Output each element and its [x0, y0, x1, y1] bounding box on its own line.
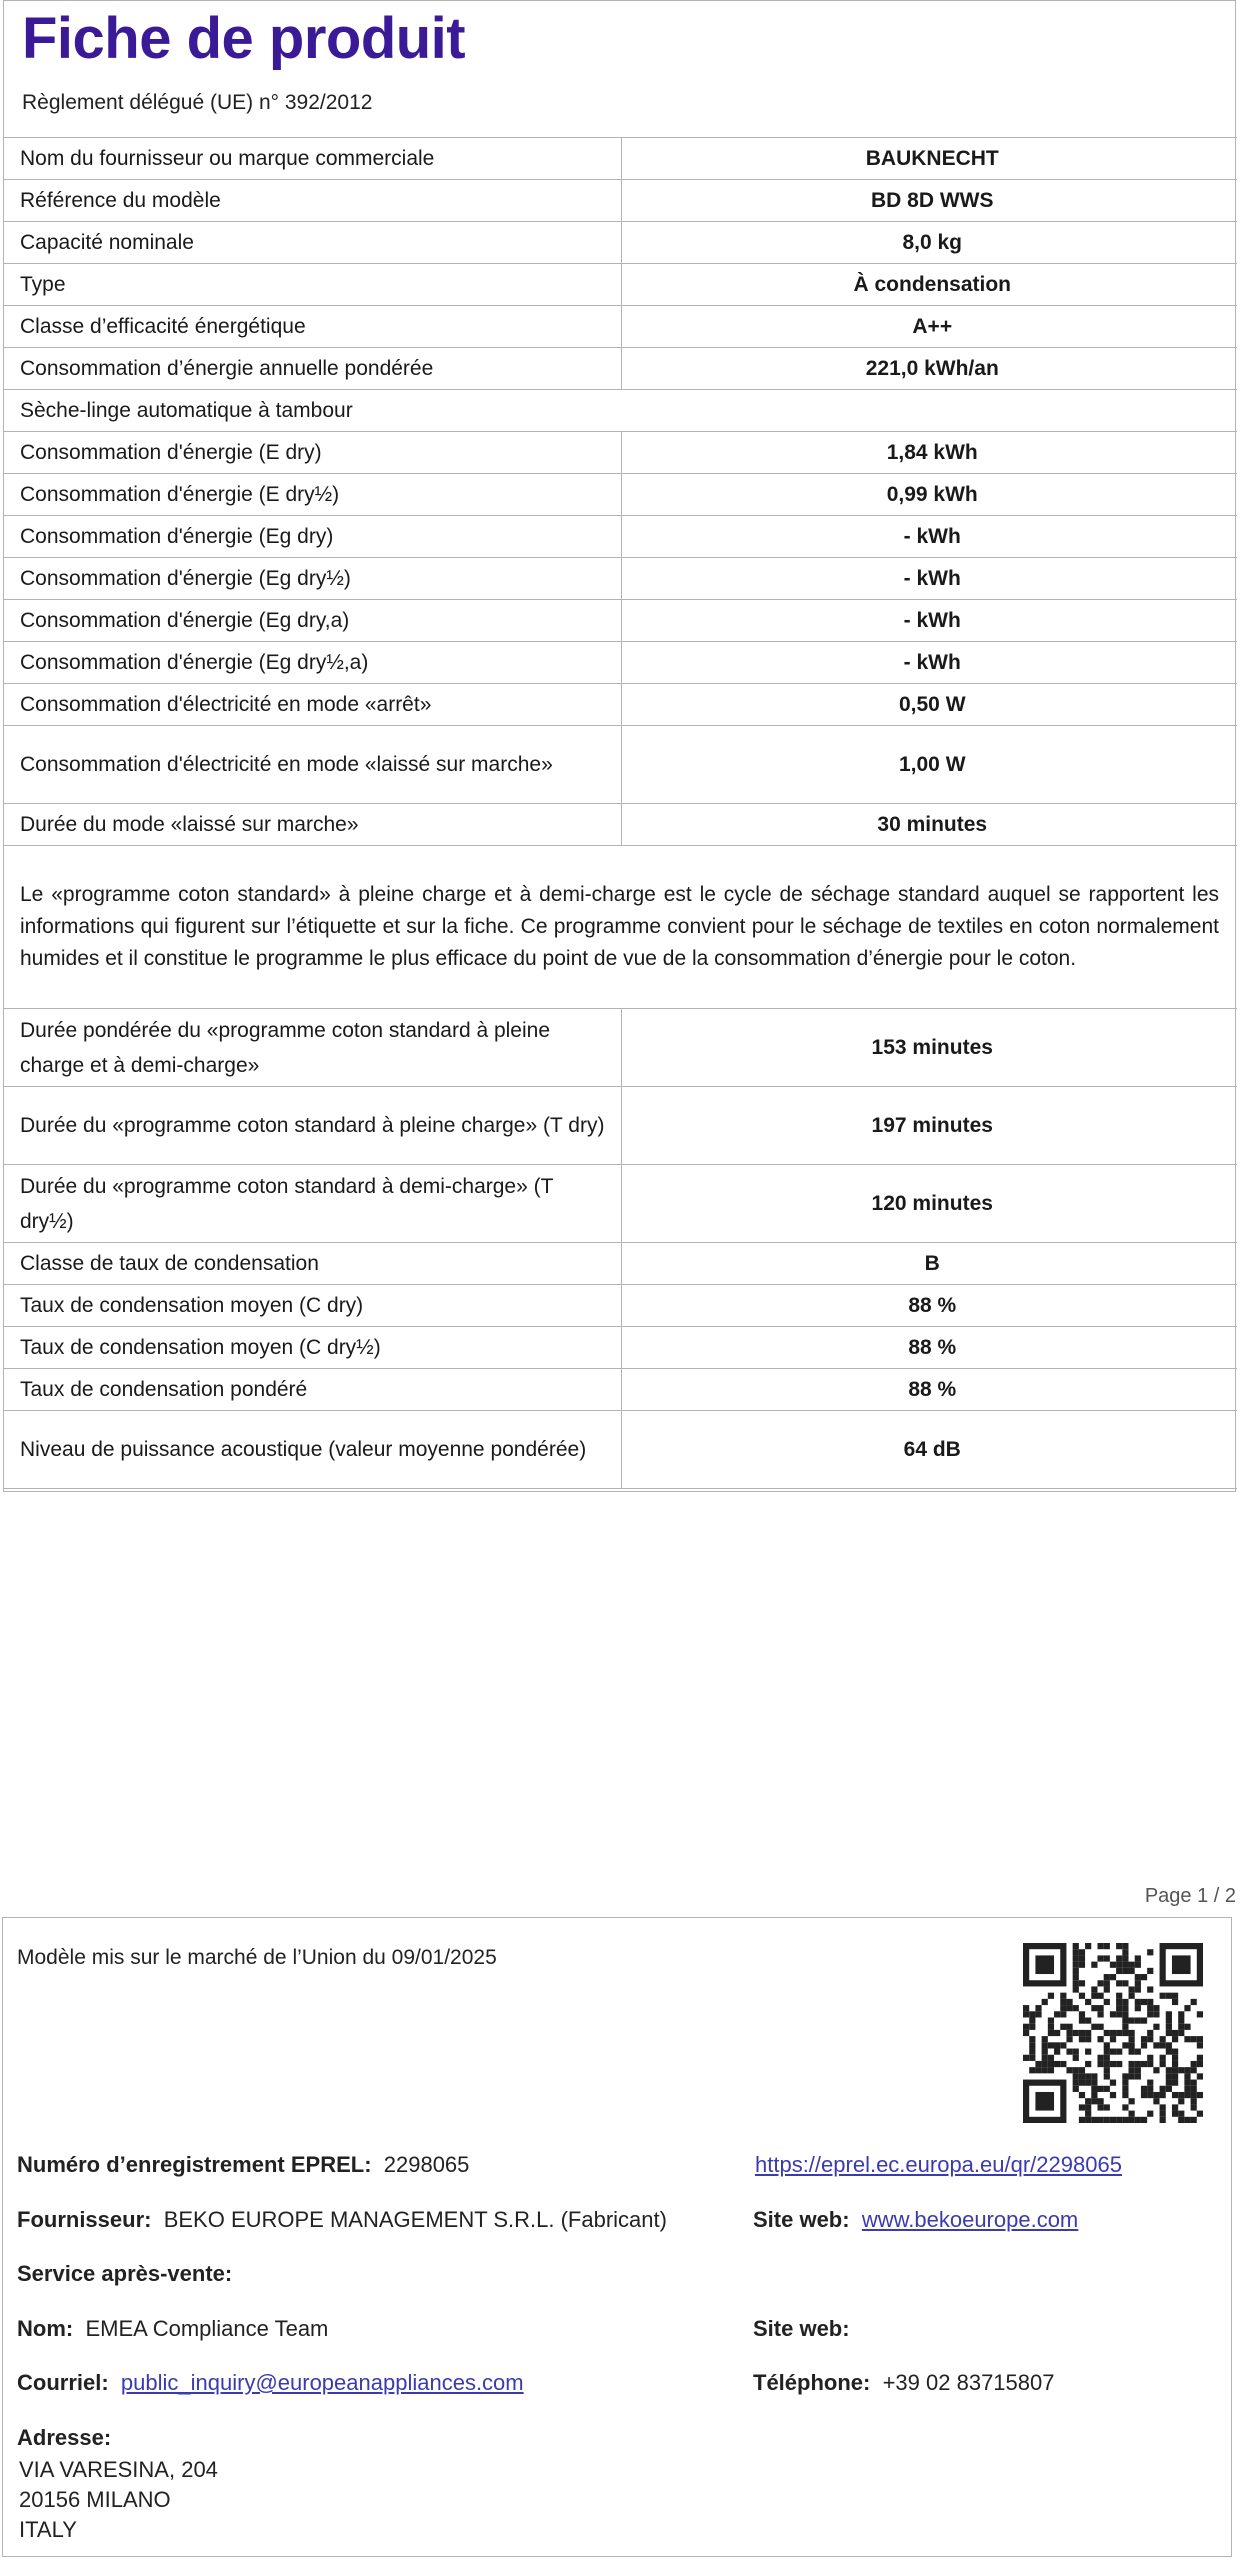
row-label: Consommation d'électricité en mode «laissé sur marche» — [4, 726, 621, 804]
row-label: Durée du mode «laissé sur marche» — [4, 804, 621, 846]
name-label: Nom: — [17, 2316, 74, 2341]
row-value: 221,0 kWh/an — [621, 348, 1237, 390]
email-link[interactable]: public_inquiry@europeanappliances.com — [120, 2370, 524, 2395]
table-row — [4, 558, 1237, 600]
row-label: Consommation d’énergie annuelle pondérée — [4, 348, 621, 390]
table-row — [4, 474, 1237, 516]
spec-table — [4, 137, 1237, 1489]
eprel-link[interactable]: https://eprel.ec.europa.eu/qr/2298065 — [755, 2152, 1122, 2177]
footer-panel — [2, 1917, 1232, 2557]
row-value: 8,0 kg — [621, 222, 1237, 264]
row-value: À condensation — [621, 264, 1237, 306]
row-value: 120 minutes — [621, 1165, 1237, 1243]
service-website-label: Site web: — [753, 2316, 850, 2341]
table-row — [4, 846, 1237, 1009]
row-value: 153 minutes — [621, 1009, 1237, 1087]
row-value: - kWh — [621, 558, 1237, 600]
table-row — [4, 1369, 1237, 1411]
row-label: Taux de condensation moyen (C dry½) — [4, 1327, 621, 1369]
product-sheet — [3, 0, 1236, 1492]
phone-row — [753, 2370, 1054, 2396]
row-label: Classe d’efficacité énergétique — [4, 306, 621, 348]
eprel-url-row — [755, 2152, 1122, 2178]
address-heading — [17, 2425, 111, 2451]
table-row — [4, 432, 1237, 474]
phone-number: +39 02 83715807 — [882, 2370, 1055, 2395]
service-heading — [17, 2261, 232, 2287]
table-row — [4, 1285, 1237, 1327]
service-website-row — [753, 2316, 850, 2342]
contact-name: EMEA Compliance Team — [85, 2316, 329, 2341]
eprel-label: Numéro d’enregistrement EPREL: — [17, 2152, 372, 2177]
supplier-name: BEKO EUROPE MANAGEMENT S.R.L. (Fabricant) — [163, 2207, 667, 2232]
row-label: Durée pondérée du «programme coton standard à pleine charge et à demi-charge» — [4, 1009, 621, 1087]
address-line-2: 20156 MILANO — [19, 2487, 171, 2512]
table-row — [4, 1411, 1237, 1489]
row-value: A++ — [621, 306, 1237, 348]
table-row — [4, 390, 1237, 432]
row-label: Consommation d'énergie (Eg dry½,a) — [4, 642, 621, 684]
row-label: Durée du «programme coton standard à pleine charge» (T dry) — [4, 1087, 621, 1165]
table-row — [4, 684, 1237, 726]
row-value: B — [621, 1243, 1237, 1285]
table-row — [4, 1165, 1237, 1243]
row-value: BD 8D WWS — [621, 180, 1237, 222]
row-value: - kWh — [621, 516, 1237, 558]
row-label: Taux de condensation moyen (C dry) — [4, 1285, 621, 1327]
row-value: 64 dB — [621, 1411, 1237, 1489]
qr-code-icon — [1023, 1943, 1203, 2123]
row-label: Taux de condensation pondéré — [4, 1369, 621, 1411]
address-block — [19, 2455, 218, 2545]
table-row — [4, 600, 1237, 642]
address-line-1: VIA VARESINA, 204 — [19, 2457, 218, 2482]
row-value: 88 % — [621, 1369, 1237, 1411]
row-label: Consommation d'énergie (Eg dry½) — [4, 558, 621, 600]
table-row — [4, 516, 1237, 558]
service-label: Service après-vente: — [17, 2261, 233, 2286]
email-label: Courriel: — [17, 2370, 109, 2395]
row-label: Type — [4, 264, 621, 306]
website-label: Site web: — [753, 2207, 850, 2232]
supplier-row — [17, 2207, 667, 2233]
table-row — [4, 1327, 1237, 1369]
address-label: Adresse: — [17, 2425, 112, 2450]
page-number: Page 1 / 2 — [1144, 1885, 1236, 1907]
row-value: 88 % — [621, 1285, 1237, 1327]
row-label: Durée du «programme coton standard à demi-charge» (T dry½) — [4, 1165, 621, 1243]
table-row — [4, 642, 1237, 684]
table-row — [4, 222, 1237, 264]
row-label: Classe de taux de condensation — [4, 1243, 621, 1285]
table-row — [4, 804, 1237, 846]
row-label: Nom du fournisseur ou marque commerciale — [4, 138, 621, 180]
row-value: - kWh — [621, 642, 1237, 684]
row-label: Consommation d'énergie (Eg dry,a) — [4, 600, 621, 642]
table-row — [4, 138, 1237, 180]
row-label: Consommation d'énergie (E dry½) — [4, 474, 621, 516]
row-value: 1,84 kWh — [621, 432, 1237, 474]
row-label: Consommation d'énergie (E dry) — [4, 432, 621, 474]
table-row — [4, 180, 1237, 222]
table-row — [4, 1243, 1237, 1285]
row-label: Niveau de puissance acoustique (valeur moyenne pondérée) — [4, 1411, 621, 1489]
row-value: 30 minutes — [621, 804, 1237, 846]
table-row — [4, 306, 1237, 348]
supplier-label: Fournisseur: — [17, 2207, 152, 2232]
row-value: 0,99 kWh — [621, 474, 1237, 516]
table-row — [4, 348, 1237, 390]
row-value: 197 minutes — [621, 1087, 1237, 1165]
row-value: BAUKNECHT — [621, 138, 1237, 180]
standard-program-note: Le «programme coton standard» à pleine charge et à demi-charge est le cycle de séchage standard auquel se rapportent les informations qui figurent sur l’étiquette et sur la fiche. Ce programme convient pour le séchage de textiles en coton normalement humides et il constitue le programme le plus efficace du point de vue de la consommation d’énergie pour le coton. — [4, 846, 1237, 1009]
eprel-row — [17, 2152, 469, 2178]
section-label: Sèche-linge automatique à tambour — [4, 390, 1237, 432]
table-row — [4, 1009, 1237, 1087]
address-line-3: ITALY — [19, 2517, 77, 2542]
regulation-reference: Règlement délégué (UE) n° 392/2012 — [22, 91, 373, 114]
row-label: Consommation d'électricité en mode «arrêt» — [4, 684, 621, 726]
website-row — [753, 2207, 1078, 2233]
row-label: Référence du modèle — [4, 180, 621, 222]
row-value: 0,50 W — [621, 684, 1237, 726]
row-label: Consommation d'énergie (Eg dry) — [4, 516, 621, 558]
email-row — [17, 2370, 524, 2396]
website-link[interactable]: www.bekoeurope.com — [861, 2207, 1079, 2232]
row-value: 88 % — [621, 1327, 1237, 1369]
market-date: Modèle mis sur le marché de l’Union du 09/01/2025 — [17, 1946, 497, 1969]
contact-name-row — [17, 2316, 328, 2342]
table-row — [4, 1087, 1237, 1165]
phone-label: Téléphone: — [753, 2370, 871, 2395]
table-row — [4, 264, 1237, 306]
table-row — [4, 726, 1237, 804]
row-value: 1,00 W — [621, 726, 1237, 804]
page-title: Fiche de produit — [22, 6, 466, 71]
row-value: - kWh — [621, 600, 1237, 642]
row-label: Capacité nominale — [4, 222, 621, 264]
eprel-number: 2298065 — [383, 2152, 470, 2177]
